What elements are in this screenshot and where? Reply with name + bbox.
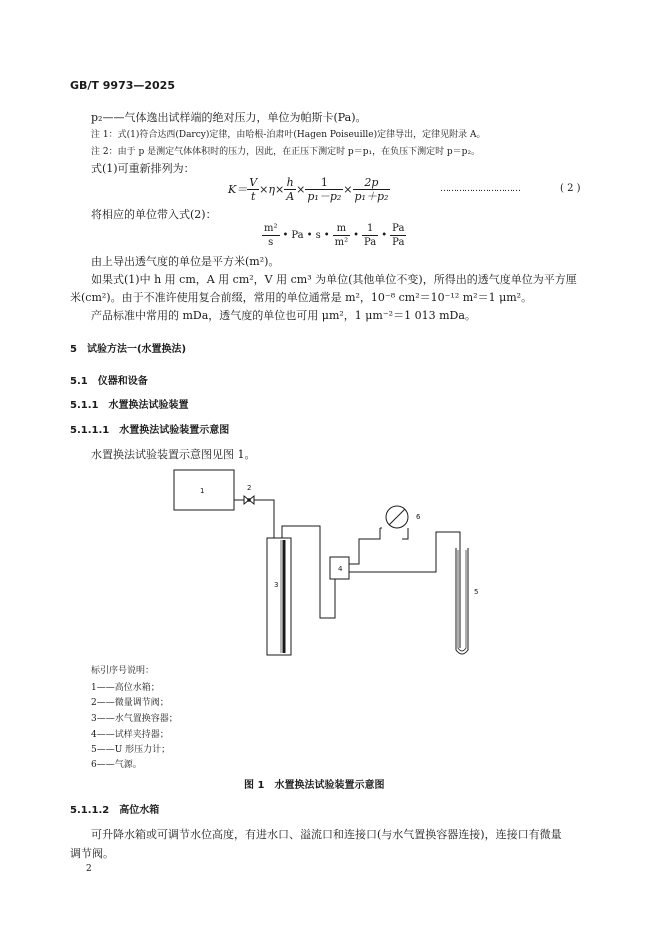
dot-sign: • (282, 229, 289, 241)
figure-1-diagram (150, 460, 510, 670)
paragraph-unit: 由上导出透气度的单位是平方米(m²)。 (91, 255, 280, 268)
pipe-container-holder (282, 526, 335, 618)
fraction-v-t: $\frac{V}{t}$ (249, 175, 258, 203)
label-2: 2 (247, 484, 252, 492)
gas-source (386, 506, 408, 528)
dot-sign: • (381, 229, 388, 241)
figure-caption: 图 1 水置换法试验装置示意图 (244, 780, 385, 791)
heading-5-1-1-2: 5.1.1.2 高位水箱 (70, 805, 160, 816)
page-number: 2 (86, 864, 92, 874)
times-sign: × (259, 182, 269, 196)
unit-pa: Pa (291, 229, 304, 241)
standard-number: GB/T 9973—2025 (70, 79, 175, 92)
units-intro: 将相应的单位带入式(2)： (91, 208, 217, 221)
dot-sign: • (353, 229, 360, 241)
note-1: 注 1：式(1)符合达西(Darcy)定律，由哈根-泊肃叶(Hagen Poiseuille)定律导出，定律见附录 A。 (91, 130, 486, 140)
unit-s: s (315, 229, 321, 241)
formula-leader-dots: ………………………… (440, 184, 520, 194)
pipe-holder-manometer (349, 532, 460, 648)
pipe-holder-gas (349, 528, 408, 564)
legend-title: 标引序号说明： (91, 666, 155, 676)
fraction-1-pa: $\frac{1}{Pa}$ (364, 222, 377, 248)
section-text-line1: 可升降水箱或可调节水位高度，有进水口、溢流口和连接口(与水气置换容器连接)，连接口有微量 (91, 828, 562, 841)
rearrange-text: 式(1)可重新排列为： (91, 162, 195, 175)
section-text-line2: 调节阀。 (70, 847, 114, 860)
fraction-2p-sum: $\frac{2p}{\text{p₁＋p₂}}$ (354, 175, 389, 203)
water-gas-container (267, 538, 291, 655)
label-3: 3 (274, 581, 279, 589)
formula-number: ( 2 ) (560, 183, 581, 194)
legend-item: 2——微量调节阀； (91, 698, 169, 708)
u-manometer (456, 548, 468, 654)
legend-item: 3——水气置换容器； (91, 714, 178, 724)
fraction-pa-pa: $\frac{Pa}{Pa}$ (392, 222, 405, 248)
p2-definition: p₂——气体逸出试样端的绝对压力，单位为帕斯卡(Pa)。 (91, 111, 367, 124)
fraction-m2-s: $\frac{\text{m²}}{s}$ (264, 222, 278, 248)
paragraph-cm-line1: 如果式(1)中 h 用 cm，A 用 cm²，V 用 cm³ 为单位(其他单位不变)，所得出的透气度单位为平方厘 (91, 273, 577, 286)
times-sign: × (296, 182, 306, 196)
label-1: 1 (200, 487, 205, 495)
legend-item: 4——试样夹持器； (91, 730, 169, 740)
fraction-m-m2: $\frac{m}{\text{m²}}$ (334, 222, 349, 248)
micro-valve (244, 496, 254, 504)
times-sign: × (343, 182, 353, 196)
note-2: 注 2：由于 p 是测定气体体积时的压力，因此，在正压下测定时 p＝p₁，在负压下测定时 p＝p₂。 (91, 147, 481, 157)
eta-symbol: η (268, 182, 275, 196)
label-5: 5 (474, 588, 479, 596)
paragraph-cm-line2: 米(cm²)。由于不准许使用复合前缀，常用的单位通常是 m²，10⁻⁸ cm²＝10⁻¹² m²＝1 μm²。 (70, 291, 533, 304)
legend-item: 5——U 形压力计； (91, 745, 171, 755)
legend-item: 6——气源。 (91, 760, 142, 770)
legend-item: 1——高位水箱； (91, 683, 160, 693)
formula-lhs: K＝ (228, 183, 248, 196)
fraction-1-dp: $\frac{1}{\text{p₁－p₂}}$ (307, 175, 342, 203)
dot-sign: • (323, 229, 330, 241)
heading-5: 5 试验方法一(水置换法) (70, 344, 187, 355)
pipe-valve-container (254, 500, 274, 538)
heading-5-1-1-1: 5.1.1.1 水置换法试验装置示意图 (70, 425, 230, 436)
formula-2 (228, 172, 390, 206)
heading-5-1-1: 5.1.1 水置换法试验装置 (70, 400, 189, 411)
times-sign: × (274, 182, 285, 196)
heading-5-1: 5.1 仪器和设备 (70, 376, 148, 387)
units-formula (262, 220, 406, 250)
label-4: 4 (338, 565, 343, 573)
label-6: 6 (416, 513, 421, 521)
dot-sign: • (306, 229, 313, 241)
fraction-h-a: $\frac{h}{A}$ (286, 175, 295, 203)
paragraph-mda: 产品标准中常用的 mDa，透气度的单位也可用 μm²，1 μm⁻²＝1 013 mDa。 (91, 309, 476, 322)
figure-intro: 水置换法试验装置示意图见图 1。 (91, 448, 256, 461)
